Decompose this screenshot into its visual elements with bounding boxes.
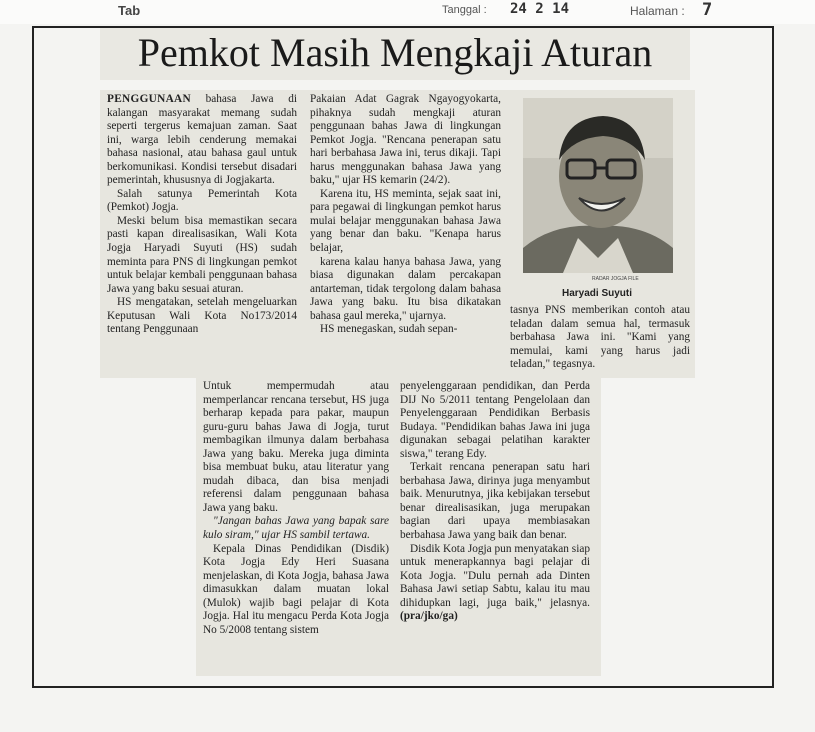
paragraph: bahasa Jawa di kalangan masyarakat memang sudah seperti tergerus kemajuan zaman. Saat ini, warga lebih cenderung memakai bahasa nasional, atau bahasa gaul untuk berkomunikasi. Kondisi tersebut disadari pemerintah, khususnya di Jogjakarta. — [107, 93, 297, 187]
paragraph: Meski belum bisa memastikan secara pasti kapan direalisasikan, Wali Kota Jogja Haryadi Suyuti (HS) sudah meminta para PNS di lingkungan pemkot untuk belajar kembali penggunaan bahasa Jawa yang baku sesuai aturan. — [107, 214, 297, 295]
paragraph: Pakaian Adat Gagrak Ngayogyokarta, pihaknya sudah mengkaji aturan penggunaan bahas Jawa di lingkungan Pemkot Jogja. "Rencana penerapan satu hari berbahasa Jawa ini, terus dikaji. Tapi harus menggunakan bahasa Jawa yang baku," ujar HS kemarin (24/2). — [310, 93, 501, 187]
page-label: Halaman : — [630, 4, 685, 18]
photo-credit: RADAR JOGJA FILE — [592, 276, 639, 282]
paragraph: penyelenggaraan pendidikan, dan Perda DIJ No 5/2011 tentang Pengelolaan dan Penyelenggaraan Pendidikan Berbasis Budaya. "Pendidikan bahas Jawa ini juga digunakan sebagai pelatihan karakter siswa," terang Edy. — [400, 380, 590, 460]
photo-caption: Haryadi Suyuti — [562, 288, 633, 299]
date-value: 24 2 14 — [510, 1, 570, 17]
paragraph: Salah satunya Pemerintah Kota (Pemkot) Jogja. — [107, 187, 297, 214]
paragraph: HS mengatakan, setelah mengeluarkan Keputusan Wali Kota No173/2014 tentang Penggunaan — [107, 296, 297, 336]
portrait-image — [523, 98, 673, 273]
paragraph: Untuk mempermudah atau memperlancar rencana tersebut, HS juga berharap kepada para pakar, maupun guru-guru bahas Jawa di Jogja, turut membagikan ilmunya dalam berbahasa Jawa yang baku. Mereka juga diminta bisa membuat buku, atau literatur yang mudah dibaca, dan bisa menjadi referensi dalam penggunaan bahasa Jawa yang baku. — [203, 380, 389, 514]
article-column-5 — [400, 380, 590, 624]
paragraph: Disdik Kota Jogja pun menyatakan siap untuk menerapkannya bagi pelajar di Kota Jogja. "Dulu pernah ada Dinten Bahasa Jawi setiap Sabtu, kalau itu mau dihidupkan lagi, juga baik," jelasnya. — [400, 542, 590, 609]
paragraph: "Jangan bahas Jawa yang bapak sare kulo siram," ujar HS sambil tertawa. — [203, 515, 389, 542]
byline: (pra/jko/ga) — [400, 610, 458, 623]
date-label: Tanggal : — [442, 4, 487, 16]
paragraph: Karena itu, HS meminta, sejak saat ini, para pegawai di lingkungan pemkot harus mulai belajar menggunakan bahasa Jawa yang benar dan baku. "Kenapa harus belajar, — [310, 187, 501, 255]
lead-word: PENGGUNAAN — [107, 93, 191, 105]
paragraph: HS menegaskan, sudah sepan- — [320, 323, 458, 336]
paragraph: karena kalau hanya bahasa Jawa, yang biasa digunakan dalam percakapan antarteman, tidak tergolong dalam bahasa Jawa yang baku. Itu bisa dikatakan bahasa gaul mereka," ujarnya. — [310, 255, 501, 322]
article-column-2 — [310, 93, 501, 337]
article-column-4 — [203, 380, 389, 637]
page-value: 7 — [702, 0, 713, 20]
article-title: Pemkot Masih Mengkaji Aturan — [100, 28, 690, 80]
paragraph: Kepala Dinas Pendidikan (Disdik) Kota Jogja Edy Heri Suasana menjelaskan, di Kota Jogja, bahasa Jawa dimasukkan dalam muatan lokal (Mulok) wajib bagi pelajar di Kota Jogja. Hal itu mengacu Perda Kota Jogja No 5/2008 tentang sistem — [203, 542, 389, 636]
article-column-3 — [510, 304, 690, 372]
portrait-photo — [523, 98, 673, 273]
source-label: Tab — [118, 3, 141, 18]
article-column-1 — [107, 93, 297, 337]
paragraph: Terkait rencana penerapan satu hari berbahasa Jawa, dirinya juga menyambut baik. Menurutnya, jika kebijakan tersebut benar direalisasikan, juga merupakan bagian dari upaya membiasakan berbahasa Jawa yang baik dan benar. — [400, 461, 590, 542]
paragraph: tasnya PNS memberikan contoh atau teladan dalam semua hal, termasuk berbahasa Jawa ini. "Kami yang memulai, kami yang harus jadi teladan," tegasnya. — [510, 304, 690, 371]
